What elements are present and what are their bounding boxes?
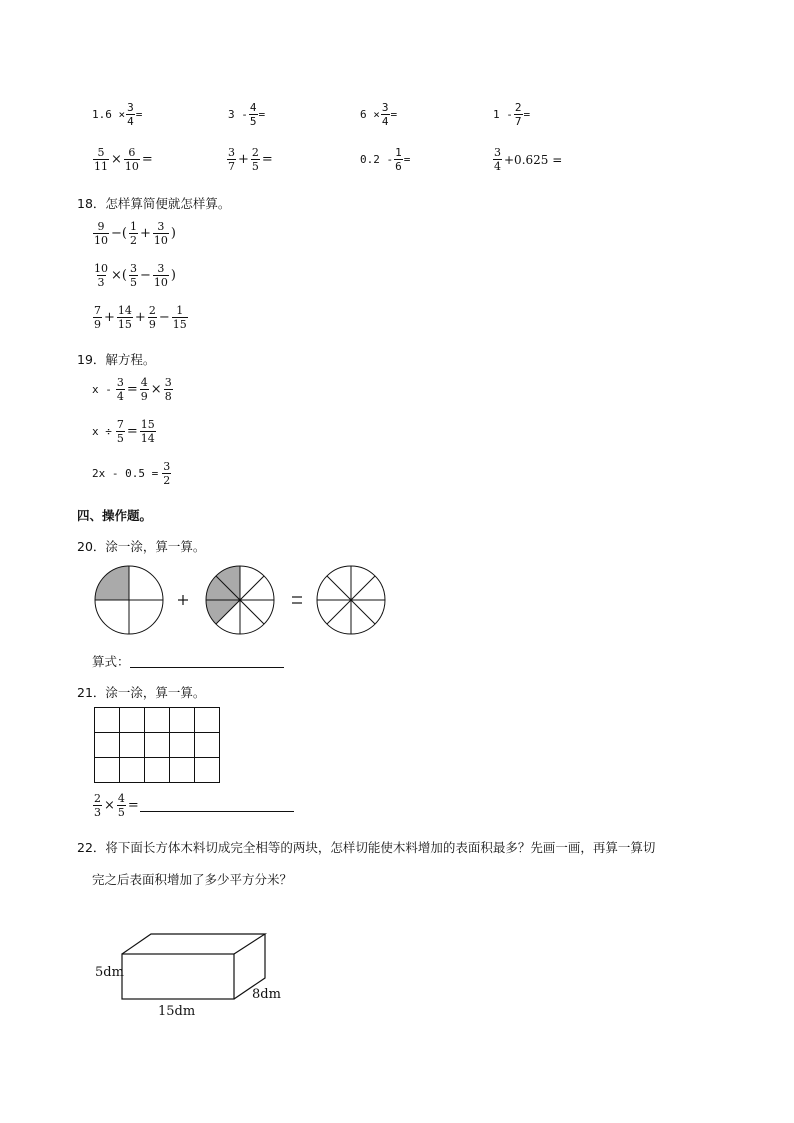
answer-blank[interactable] (140, 799, 294, 812)
formula-blank[interactable] (130, 655, 284, 668)
equals-sign (292, 597, 302, 603)
q19-equation-3: 2x - 0.5 = $\frac{3}{2}$ (92, 460, 171, 487)
calc-1-2 (228, 101, 265, 128)
circle-quarters (95, 566, 163, 634)
question-22-line-2: 完之后表面积增加了多少平方分米？ (92, 872, 293, 887)
calc-lead: 1.6 × (92, 108, 126, 121)
question-18-title: 18．怎样算简便就怎样算。 (77, 196, 231, 211)
formula-label: 算式： (92, 654, 130, 669)
equals-sign: = (258, 108, 266, 121)
calc-2-3: 0.2 - $\frac{1}{6}$ = (360, 146, 411, 173)
circle-eighths-blank[interactable] (317, 566, 385, 634)
equals-sign: = (390, 108, 398, 121)
calc-2-4: $\frac{3}{4}$ +0.625 = (494, 146, 563, 173)
fraction: $\frac{4}{5}$ (249, 101, 257, 128)
height-label: 5dm (95, 965, 124, 980)
q18-expression-2: $\frac{10}{3}$ ×( $\frac{3}{5}$ − $\frac{3}{10}$ ) (94, 262, 176, 289)
section-4-heading: 四、操作题。 (77, 508, 153, 523)
question-20-title: 20．涂一涂，算一算。 (77, 539, 206, 554)
circle-eighths-shaded (206, 566, 274, 634)
q21-expression: $\frac{2}{3}$ × $\frac{4}{5}$ = (92, 792, 294, 819)
fraction: $\frac{2}{7}$ (514, 101, 522, 128)
question-21-title: 21．涂一涂，算一算。 (77, 685, 206, 700)
q20-formula-row (92, 652, 284, 670)
calc-lead: 3 - (228, 108, 248, 121)
calc-1-1 (92, 101, 142, 128)
cuboid-diagram (118, 930, 270, 1002)
calc-2-1: $\frac{5}{11}$ × $\frac{6}{10}$ = (94, 146, 153, 173)
question-19-title: 19．解方程。 (77, 352, 156, 367)
q18-expression-3: $\frac{7}{9}$ + $\frac{14}{15}$ + $\frac{2}{9}$ − $\frac{1}{15}$ (94, 304, 187, 331)
q19-equation-1: x - $\frac{3}{4}$ = $\frac{4}{9}$ × $\frac{3}{8}$ (92, 376, 172, 403)
fraction-circles-diagram (90, 562, 390, 638)
calc-2-2: $\frac{3}{7}$ + $\frac{2}{5}$ = (228, 146, 273, 173)
length-label: 15dm (158, 1004, 196, 1019)
q18-expression-1: $\frac{9}{10}$ −( $\frac{1}{2}$ + $\frac{3}{10}$ ) (94, 220, 176, 247)
fraction: $\frac{3}{4}$ (381, 101, 389, 128)
calc-lead: 1 - (493, 108, 513, 121)
calc-1-3 (360, 101, 397, 128)
q19-equation-2: x ÷ $\frac{7}{5}$ = $\frac{15}{14}$ (92, 418, 155, 445)
calc-lead: 6 × (360, 108, 380, 121)
fraction: $\frac{3}{4}$ (127, 101, 134, 128)
question-22-line-1: 22．将下面长方体木料切成完全相等的两块，怎样切能使木料增加的表面积最多？先画一画，再算一算切 (77, 840, 656, 855)
plus-sign (178, 595, 188, 605)
depth-label: 8dm (252, 987, 281, 1002)
shading-grid[interactable] (94, 707, 220, 783)
equals-sign: = (135, 108, 143, 121)
calc-1-4 (493, 101, 530, 128)
equals-sign: = (523, 108, 531, 121)
